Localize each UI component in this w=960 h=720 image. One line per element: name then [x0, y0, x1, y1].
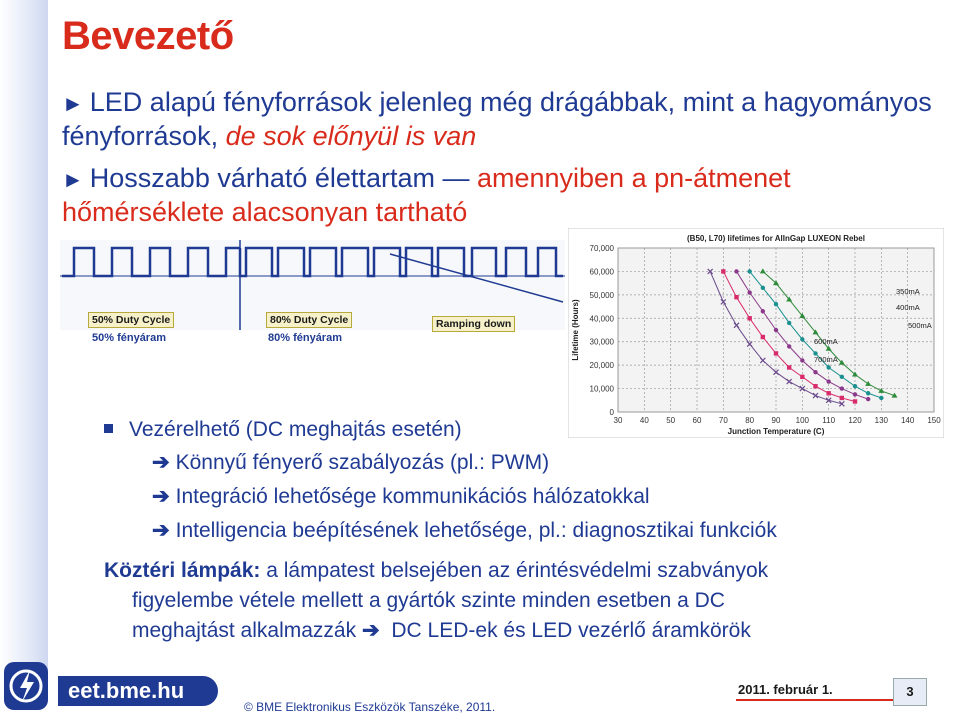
- sub-item-integration: [152, 484, 650, 509]
- sub-item-text: Intelligencia beépítésének lehetősége, pl.: diagnosztikai funkciók: [175, 519, 777, 542]
- x-tick-label: 80: [745, 416, 755, 425]
- triangle-bullet-icon: ►: [62, 91, 84, 116]
- paragraph-line-3b: DC LED-ek és LED vezérlő áramkörök: [385, 619, 751, 642]
- data-point: [800, 375, 804, 379]
- data-point: [734, 269, 738, 273]
- data-point: [787, 344, 791, 348]
- data-point: [840, 396, 844, 400]
- square-bullet-item: [104, 418, 462, 442]
- data-point: [761, 335, 765, 339]
- series-label: 600mA: [814, 337, 838, 346]
- data-point: [840, 375, 844, 379]
- y-tick-label: 10,000: [589, 384, 614, 394]
- data-point: [761, 286, 765, 290]
- y-tick-label: 20,000: [589, 361, 614, 371]
- data-point: [774, 351, 778, 355]
- series-label: 400mA: [896, 303, 920, 312]
- series-label: 350mA: [896, 287, 920, 296]
- data-point: [800, 337, 804, 341]
- bullet-text: Hosszabb várható élettartam —: [89, 163, 477, 193]
- data-point: [826, 379, 830, 383]
- x-tick-label: 90: [771, 416, 781, 425]
- footer-site-link[interactable]: eet.bme.hu: [58, 676, 218, 706]
- x-tick-label: 70: [718, 416, 728, 425]
- bullet-led-cost: [62, 86, 942, 153]
- lifetime-chart-svg: [568, 228, 944, 438]
- data-point: [879, 396, 883, 400]
- y-tick-label: 0: [609, 408, 614, 417]
- data-point: [747, 269, 751, 273]
- y-tick-label: 40,000: [589, 314, 614, 324]
- data-point: [721, 269, 725, 273]
- x-tick-label: 110: [822, 416, 836, 425]
- data-point: [787, 365, 791, 369]
- decorative-side-bar: [0, 0, 48, 680]
- bullet-emphasis: amennyiben a pn-átmenet hőmérséklete alacsonyan tartható: [62, 163, 791, 227]
- page-number: 3: [893, 678, 927, 706]
- x-tick-label: 30: [613, 416, 623, 425]
- x-tick-label: 60: [692, 416, 702, 425]
- bullet-lifetime: [62, 162, 942, 229]
- slide-title: Bevezető: [62, 14, 234, 58]
- ramping-down-badge: Ramping down: [432, 316, 515, 332]
- series-label: 500mA: [908, 321, 932, 330]
- street-lamps-paragraph: [104, 556, 954, 646]
- footer-date: 2011. február 1.: [738, 682, 833, 697]
- duty-50-badge: 50% Duty Cycle: [88, 312, 174, 328]
- x-tick-label: 120: [848, 416, 862, 425]
- data-point: [826, 391, 830, 395]
- data-point: [774, 328, 778, 332]
- data-point: [853, 392, 857, 396]
- data-point: [826, 365, 830, 369]
- square-bullet-icon: [104, 424, 113, 433]
- duty-80-badge: 80% Duty Cycle: [266, 312, 352, 328]
- data-point: [747, 290, 751, 294]
- paragraph-line-1: a lámpatest belsejében az érintésvédelmi szabványok: [260, 559, 769, 582]
- data-point: [866, 397, 870, 401]
- square-bullet-text: Vezérelhető (DC meghajtás esetén): [129, 418, 462, 441]
- arrow-right-icon: ➔: [152, 485, 170, 508]
- bullet-emphasis: de sok előnyül is van: [225, 121, 477, 151]
- y-tick-label: 60,000: [589, 267, 614, 277]
- sub-item-intelligence: [152, 518, 777, 543]
- data-point: [840, 386, 844, 390]
- data-point: [853, 399, 857, 403]
- label-50-flux: 50% fényáram: [92, 332, 166, 344]
- bullet-text: LED alapú fényforrások jelenleg még drágábbak, mint a hagyományos fényforrások,: [62, 87, 932, 151]
- sub-item-text: Integráció lehetősége kommunikációs hálózatokkal: [175, 485, 650, 508]
- y-tick-label: 30,000: [589, 337, 614, 347]
- data-point: [813, 384, 817, 388]
- paragraph-line-3a: meghajtást alkalmazzák: [132, 619, 362, 642]
- label-80-flux: 80% fényáram: [268, 332, 342, 344]
- paragraph-line-2: figyelembe vétele mellett a gyártók szinte minden esetben a DC: [132, 589, 725, 612]
- x-tick-label: 100: [795, 416, 810, 425]
- x-tick-label: 40: [639, 416, 649, 425]
- y-tick-label: 50,000: [589, 290, 614, 300]
- pwm-waveform-figure: [60, 240, 565, 350]
- data-point: [853, 384, 857, 388]
- footer-divider: [736, 699, 896, 701]
- y-tick-label: 70,000: [589, 244, 614, 253]
- data-point: [787, 321, 791, 325]
- triangle-bullet-icon: ►: [62, 167, 84, 192]
- bme-logo-icon: [2, 658, 52, 714]
- sub-item-text: Könnyű fényerő szabályozás (pl.: PWM): [175, 451, 550, 474]
- sub-item-pwm: [152, 450, 549, 475]
- footer-copyright: © BME Elektronikus Eszközök Tanszéke, 2011.: [244, 700, 496, 714]
- arrow-right-icon: ➔: [361, 619, 380, 642]
- arrow-right-icon: ➔: [152, 451, 170, 474]
- x-tick-label: 140: [900, 416, 915, 425]
- arrow-right-icon: ➔: [152, 519, 170, 542]
- paragraph-lead: Köztéri lámpák:: [104, 559, 261, 582]
- x-axis-label: Junction Temperature (C): [727, 427, 825, 436]
- x-tick-label: 130: [874, 416, 889, 425]
- data-point: [747, 316, 751, 320]
- data-point: [734, 295, 738, 299]
- data-point: [813, 370, 817, 374]
- data-point: [774, 302, 778, 306]
- data-point: [761, 309, 765, 313]
- x-tick-label: 150: [927, 416, 941, 425]
- x-tick-label: 50: [666, 416, 676, 425]
- lifetime-chart: [568, 228, 944, 438]
- data-point: [800, 358, 804, 362]
- data-point: [866, 391, 870, 395]
- series-label: 700mA: [814, 355, 838, 364]
- y-axis-label: Lifetime (Hours): [571, 299, 580, 361]
- chart-title: (B50, L70) lifetimes for AlInGap LUXEON Rebel: [687, 234, 865, 243]
